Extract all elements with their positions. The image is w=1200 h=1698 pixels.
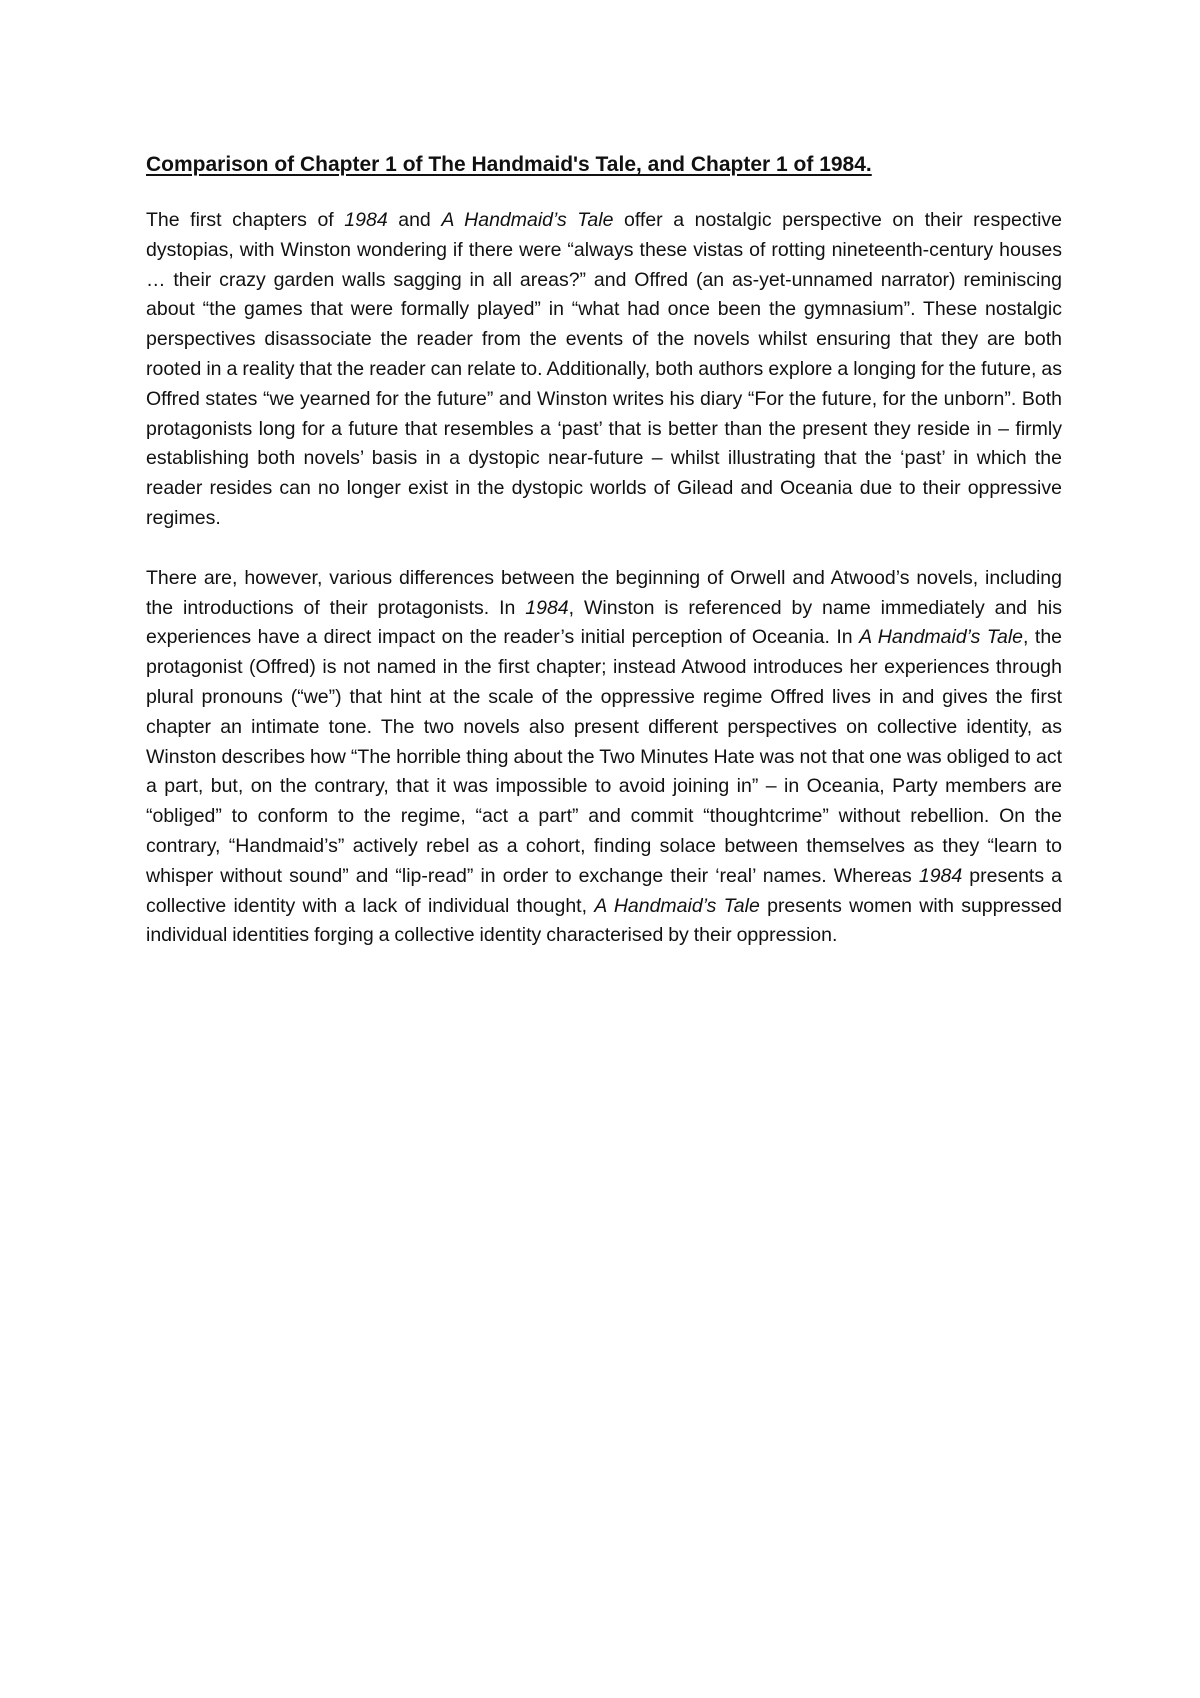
paragraph-text: , Winston is referenced by name immediately and his experiences have a direct impact on the reader’s initial perception of Oceania. In	[146, 596, 1062, 649]
paragraph-text: The first chapters of	[146, 209, 345, 231]
paragraph-text: presents a collective identity with a lack of individual thought,	[146, 864, 1062, 917]
paragraph-text: presents women with suppressed individual identities forging a collective identity characterised by their oppression.	[146, 894, 1063, 947]
italic-title-text: 1984	[525, 596, 569, 619]
paragraph-text: There are, however, various differences between the beginning of Orwell and Atwood’s novels, including the introductions of their protagonists. In	[146, 566, 1062, 619]
paragraph-text: offer a nostalgic perspective on their respective dystopias, with Winston wondering if there were “always these vistas of rotting nineteenth-century houses … their crazy garden walls sagging in all areas?” and Offred (an as-yet-unnamed narrator) reminiscing about “the games that were formally played” in “what had once been the gymnasium”. These nostalgic perspectives disassociate the reader from the events of the novels whilst ensuring that they are both rooted in a reality that the reader can relate to. Additionally, both authors explore a longing for the future, as Offred states “we yearned for the future” and Winston writes his diary “For the future, for the unborn”. Both protagonists long for a future that resembles a ‘past’ that is better than the present they reside in – firmly establishing both novels’ basis in a dystopic near-future – whilst illustrating that the ‘past’ in which the reader resides can no longer exist in the dystopic worlds of Gilead and Oceania due to their oppressive regimes.	[146, 209, 1062, 529]
italic-title-text: A Handmaid’s Tale	[859, 626, 1024, 649]
italic-title-text: 1984	[918, 864, 963, 887]
document-title: Comparison of Chapter 1 of The Handmaid's Tale, and Chapter 1 of 1984.	[146, 153, 872, 176]
document-body	[146, 150, 1062, 981]
italic-title-text: 1984	[344, 209, 388, 231]
paragraph-text: , the protagonist (Offred) is not named in the first chapter; instead Atwood introduces her experiences through plural pronouns (“we”) that hint at the scale of the oppressive regime Offred lives in and gives the first chapter an intimate tone. The two novels also present different perspectives on collective identity, as Winston describes how “The horrible thing about the Two Minutes Hate was not that one was obliged to act a part, but, on the contrary, that it was impossible to avoid joining in” – in Oceania, Party members are “obliged” to conform to the regime, “act a part” and commit “thoughtcrime” without rebellion. On the contrary, “Handmaid’s” actively rebel as a cohort, finding solace between themselves as they “learn to whisper without sound” and “lip-read” in order to exchange their ‘real’ names. Whereas	[146, 626, 1063, 887]
paragraph-text: and	[387, 209, 442, 231]
italic-title-text: A Handmaid’s Tale	[441, 209, 614, 231]
paragraph-2	[146, 564, 1062, 951]
paragraph-1	[146, 206, 1062, 534]
italic-title-text: A Handmaid’s Tale	[594, 894, 760, 917]
